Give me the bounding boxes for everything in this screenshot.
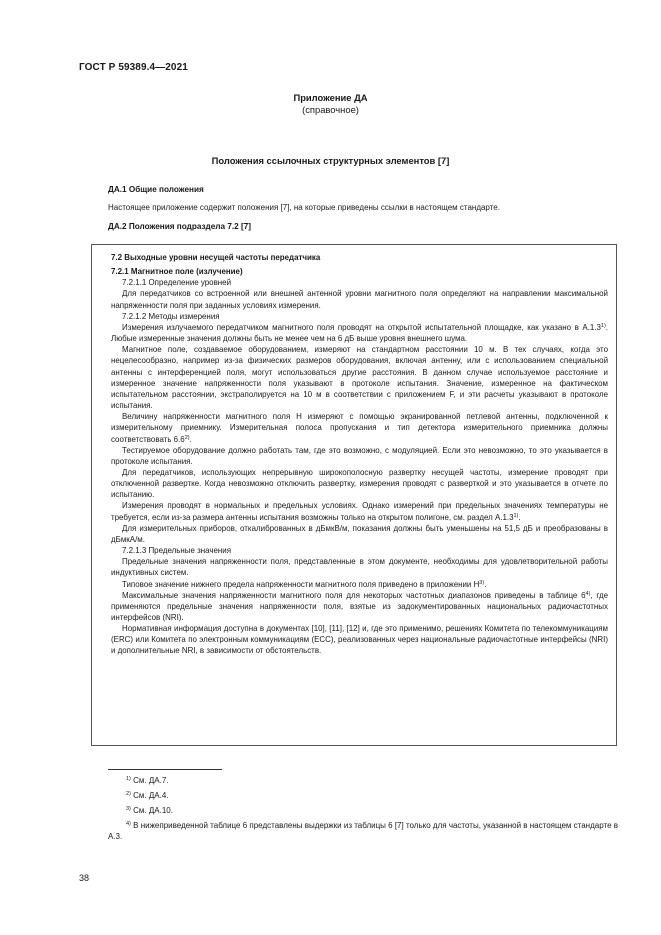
paragraph: Тестируемое оборудование должно работать там, где это возможно, с модуляцией. Если это невозможно, то это указывается в протоколе испытания.: [111, 445, 608, 466]
footnote: [108, 790, 618, 801]
paragraph-text: Измерения проводят в нормальных и предельных условиях. Однако измерений при предельных значениях температуры не требуется, если из-за размера антенны испытания возможны только на открытом полигоне, см. раздел А.1.3: [111, 501, 608, 522]
paragraph-text: Величину напряженности магнитного поля H измеряют с помощью экранированной петлевой антенны, подключенной к измерительному приемнику. Измерительная полоса пропускания и тип детектора измерительного приемника должны соответствовать 6.6: [111, 412, 608, 444]
footnote-ref: 2): [184, 434, 190, 441]
footnote: [108, 775, 618, 786]
main-title: Положения ссылочных структурных элементов [7]: [211, 155, 450, 166]
paragraph-text: .: [484, 579, 487, 589]
paragraph: [111, 579, 608, 590]
footnote: [108, 820, 618, 842]
paragraph: [111, 322, 608, 344]
footnote-ref: 1): [600, 322, 606, 329]
footnote-text: См. ДА.10.: [133, 806, 173, 815]
paragraph: Предельные значения напряженности поля, представленные в этом документе, необходимы для удовлетворительной работы индуктивных систем.: [111, 557, 608, 578]
paragraph: Магнитное поле, создаваемое оборудованием, измеряют на стандартном расстоянии 10 м. В тех случаях, когда это нецелесообразно, например из-за физических размеров оборудования, включая антенну, или с использованием специальной антенны с интерференцией поля, могут использоваться другие расстояния. В данном случае используемое расстояние и измеренное значение напряженности поля указывают в протоколе испытания. Значение, измеренное на фактическом испытательном расстоянии, экстраполируется на 10 м в соответствии с приложением F, и эти расчеты указывают в протоколе испытания.: [111, 345, 608, 411]
paragraph: [111, 500, 608, 522]
paragraph: [111, 590, 608, 623]
heading-7-2-1: 7.2.1 Магнитное поле (излучение): [111, 267, 243, 277]
footnote-mark: 4): [126, 821, 131, 827]
paragraph-text: .: [189, 434, 192, 444]
paragraph-text: . Любые измеренные значения должны быть не менее чем на 6 дБ выше уровня внешнего шума.: [111, 322, 608, 344]
appendix-title: Приложение ДА: [293, 92, 368, 103]
page-number: 38: [79, 873, 90, 883]
heading-7-2: 7.2 Выходные уровни несущей частоты передатчика: [111, 253, 321, 262]
footnote-ref: 4): [585, 590, 591, 597]
paragraph: Нормативная информация доступна в документах [10], [11], [12] и, где это применимо, решениях Комитета по телекоммуникациям (ERC) или Комитета по электронным коммуникациям (ECC), реализованных через национальные радиочастотные интерфейсы (NRI) и дополнительные NRI, в зависимости от обстоятельств.: [111, 624, 608, 656]
paragraph: Для измерительных приборов, откалиброванных в дБмкВ/м, показания должны быть уменьшены на 51,5 дБ и преобразованы в дБмкА/м.: [111, 523, 608, 544]
section-text-da1: Настоящее приложение содержит положения [7], на которые приведены ссылки в настоящем стандарте.: [108, 203, 500, 212]
document-header: ГОСТ Р 59389.4—2021: [79, 62, 188, 73]
appendix-heading: [0, 92, 661, 115]
footnote-ref: 3): [479, 579, 485, 586]
heading-7-2-1-2: 7.2.1.2 Методы измерения: [122, 311, 220, 321]
appendix-subtitle: (справочное): [302, 103, 359, 115]
footnote-mark: 1): [126, 776, 131, 782]
footnote: [108, 805, 618, 816]
section-heading-da1: ДА.1 Общие положения: [108, 185, 204, 194]
paragraph-text: .: [518, 512, 521, 522]
paragraph-text: , где применяются предельные значения напряженности поля, взятые из задокументированных национальных радиочастотных интерфейсов (NRI).: [111, 590, 608, 622]
paragraph-text: Измерения излучаемого передатчиком магнитного поля проводят на открытой испытательной площадке, как указано в А.1.3: [122, 322, 601, 332]
section-heading-da2: ДА.2 Положения подраздела 7.2 [7]: [108, 222, 252, 231]
quoted-text: [111, 252, 608, 657]
paragraph: [111, 411, 608, 444]
footnote-text: В нижеприведенной таблице 6 представлены выдержки из таблицы 6 [7] только для частоты, указанной в настоящем стандарте в А.3.: [108, 821, 618, 841]
heading-7-2-1-3: 7.2.1.3 Предельные значения: [122, 546, 232, 556]
paragraph-text: Максимальные значения напряженности магнитного поля для некоторых частотных диапазонов приведены в таблице 6: [122, 590, 586, 600]
paragraph: Для передатчиков, использующих непрерывную широкополосную развертку несущей частоты, измерение проводят при отключенной развертке. Когда невозможно отключить развертку, измерения проводят с разверткой и это указывается в отчете по испытанию.: [111, 467, 608, 500]
footnote-separator: [108, 769, 222, 770]
footnote-mark: 3): [126, 806, 131, 812]
footnote-text: См. ДА.4.: [133, 791, 169, 800]
paragraph-text: Типовое значение нижнего предела напряженности магнитного поля приведено в приложении H: [122, 579, 480, 589]
heading-7-2-1-1: 7.2.1.1 Определение уровней: [122, 278, 232, 288]
paragraph: Для передатчиков со встроенной или внешней антенной уровни магнитного поля определяют на направлении максимальной напряженности поля при заданных условиях измерения.: [111, 289, 608, 310]
footnote-ref: 1): [513, 512, 519, 519]
footnote-text: См. ДА.7.: [133, 776, 169, 785]
footnote-mark: 2): [126, 791, 131, 797]
